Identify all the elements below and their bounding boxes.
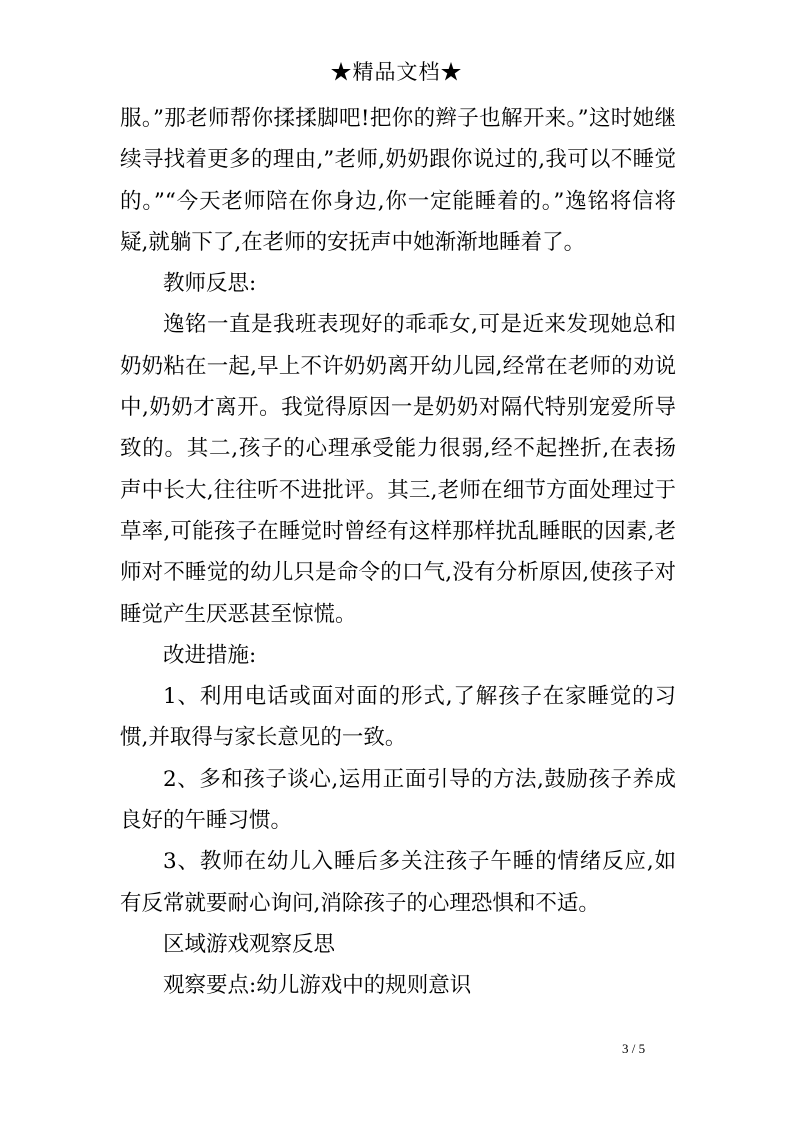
list-item-measure-3: 3、教师在幼儿入睡后多关注孩子午睡的情绪反应,如有反常就要耐心询问,消除孩子的心理恐惧和不适。: [120, 849, 676, 916]
heading-teacher-reflection: 教师反思:: [163, 271, 257, 297]
paragraph-reflection: 逸铭一直是我班表现好的乖乖女,可是近来发现她总和奶奶粘在一起,早上不许奶奶离开幼儿园,经常在老师的劝说中,奶奶才离开。我觉得原因一是奶奶对隔代特别宠爱所导致的。其二,孩子的心理承受能力很弱,经不起挫折,在表扬声中长大,往往听不进批评。其三,老师在细节方面处理过于草率,可能孩子在睡觉时曾经有这样那样扰乱睡眠的因素,老师对不睡觉的幼儿只是命令的口气,没有分析原因,使孩子对睡觉产生厌恶甚至惊慌。: [120, 312, 676, 627]
paragraph-observation-point: 观察要点:幼儿游戏中的规则意识: [163, 973, 472, 999]
paragraph-story-continuation: 服。”那老师帮你揉揉脚吧!把你的辫子也解开来。”这时她继续寻找着更多的理由,”老师,奶奶跟你说过的,我可以不睡觉的。”“今天老师陪在你身边,你一定能睡着的。”逸铭将信将疑,就躺下了,在老师的安抚声中她渐渐地睡着了。: [120, 106, 676, 255]
document-header-title: ★精品文档★: [330, 60, 463, 84]
heading-improvement-measures: 改进措施:: [163, 642, 257, 668]
page-number: 3 / 5: [622, 1041, 646, 1056]
list-item-measure-1: 1、利用电话或面对面的形式,了解孩子在家睡觉的习惯,并取得与家长意见的一致。: [120, 684, 676, 751]
heading-area-game-reflection: 区域游戏观察反思: [163, 931, 336, 957]
document-body: [120, 98, 676, 1007]
list-item-measure-2: 2、多和孩子谈心,运用正面引导的方法,鼓励孩子养成良好的午睡习惯。: [120, 766, 676, 834]
